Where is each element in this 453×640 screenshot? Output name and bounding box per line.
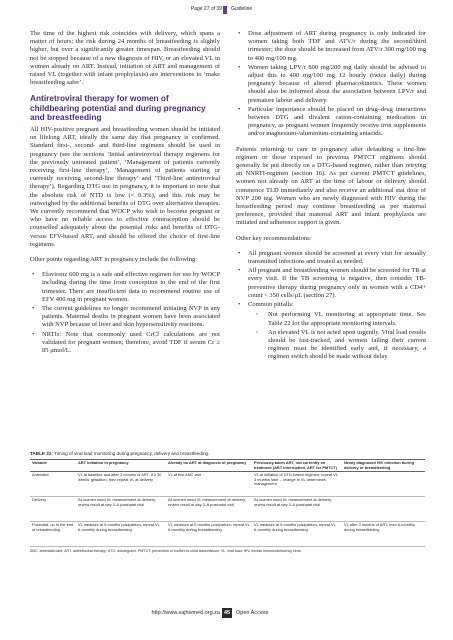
table-caption: [30, 451, 425, 457]
art-points-list: [30, 271, 220, 355]
list-item: • Particular importance should be placed on drug–drug interactions between DTG and divalent cation-containing medication in pregnancy, as pregnant women frequently receive iron supplements and/or magnesium-/aluminium-containing antacids.: [248, 106, 426, 139]
table-cell: VL at initiation of DTG-based regimen; repeat VL 3 months later – change in VL determines management: [252, 472, 342, 497]
recommendations-list: [236, 250, 426, 362]
table-cell: [342, 472, 425, 497]
table-row: [30, 497, 425, 522]
dosing-list: [236, 30, 426, 139]
table-cell: All women need VL measurement at delivery; review result at day 3–6 postnatal visit: [76, 497, 166, 522]
column-header: Newly diagnosed HIV infection during delivery or breastfeeding: [342, 460, 425, 472]
list-item: • Dose adjustment of ART during pregnancy is only indicated for women taking both TDF and ATV/r during the second/third trimester; the dose should be increased from ATV/r 300 mg/100 mg to 400 mg/100 mg.: [248, 30, 426, 63]
pitfalls-label: • Common pitfalls:: [248, 301, 294, 309]
table-cell: VL at baseline and after 3 months of ART. If ≥ 30 weeks’ gestation, then repeat VL at delivery: [76, 472, 166, 497]
table-cell: All women need VL measurement at delivery; review result at day 3–6 postnatal visit: [252, 497, 342, 522]
list-item: • Efavirenz 600 mg is a safe and effective regimen for use by WOCP including during the time from conception to the end of the first trimester. There are insufficient data to recommend routine use of EFV 400 mg in pregnant women.: [42, 271, 220, 304]
table-cell: Delivery: [30, 497, 76, 522]
other-points-intro: Other points regarding ART in pregnancy include the following:: [30, 255, 198, 263]
table-cell: [342, 497, 425, 522]
table-caption-text: Timing of viral load monitoring during pregnancy, delivery and breastfeeding.: [54, 451, 210, 456]
list-item: ◦ Not performing VL monitoring at appropriate time. See Table 22 for the appropriate monitoring intervals.: [268, 311, 426, 327]
table-cell: VL at first ANC visit: [166, 472, 252, 497]
vl-monitoring-table: [30, 459, 425, 547]
list-item: ◦ An elevated VL is not acted upon urgently. Viral load results should be fast-tracked, and women failing their current regimen must be identified early and, if necessary, a regimen switch should be made without delay.: [268, 329, 426, 362]
intro-paragraph: The time of the highest risk coincides with delivery, which spans a matter of hours; the risk during 24 months of breastfeeding is slightly higher, but over a significantly greater timespan. Breastfeeding should not be stopped because of a new diagnosis of HIV, or an elevated VL in women already on ART. Instead, initiation of ART and management of raised VL (together with infant prophylaxis) are interventions to ‘make breastfeeding safer’.: [30, 30, 220, 87]
list-item: • The current guidelines no longer recommend initiating NVP in any patients. Maternal deaths in pregnant women have been associated with NVP because of liver and skin hypersensitivity reactions.: [42, 305, 220, 330]
table-footnote: ANC, antenatal care; ART, antiretroviral therapy; DTG, dolutegravir; PMTCT, prevention of mother-to-child transmission; VL, viral load; HIV, human immunodeficiency virus.: [30, 549, 302, 554]
list-item: • Women taking LPV/r 800 mg/200 mg daily should be advised to adjust this to 400 mg/100 mg 12 hourly (twice daily) during pregnancy because of altered pharmacokinetics. These women should also be informed about the association between LPV/r and premature labour and delivery.: [248, 64, 426, 105]
header-divider: [223, 6, 227, 14]
table-22: [30, 451, 425, 554]
table-cell: Antenatal: [30, 472, 76, 497]
list-item: • NRTIs: Note that commonly used CrCl calculations are not validated for pregnant women; therefore, avoid TDF if serum Cr ≥ 85 µmol/L.: [42, 331, 220, 356]
list-item: • All pregnant women should be screened at every visit for sexually transmitted infections and treated as needed.: [248, 250, 426, 266]
table-caption-label: TABLE 22:: [30, 451, 53, 456]
column-header: Variable: [30, 460, 76, 472]
table-cell: VL measure at 6 months postpartum; repeat VL 6-monthly during breastfeeding: [166, 522, 252, 547]
page-number: 45: [223, 610, 231, 616]
list-item: [248, 301, 426, 361]
column-header: Already on ART at diagnosis of pregnancy: [166, 460, 252, 472]
table-row: [30, 472, 425, 497]
page-footer: [0, 607, 453, 621]
table-row: [30, 522, 425, 547]
table-cell: VL measure at 6 months postpartum; repeat VL 6-monthly during breastfeeding: [252, 522, 342, 547]
left-column: [30, 30, 220, 362]
journal-url-link[interactable]: http://www.sajhivmed.org.za: [151, 610, 220, 616]
table-cell: VL after 3 months of ART, then 6-monthly during breastfeeding: [342, 522, 425, 547]
section-label: Guideline: [231, 6, 253, 12]
open-access-label: Open Access: [236, 610, 269, 616]
art-paragraph: All HIV-positive pregnant and breastfeeding women should be initiated on lifelong ART, ideally the same day that pregnancy is confirmed. Standard first-, second- and third-line regimens should be used in pregnancy (see the sections ‘Initial antiretroviral therapy regimens for the previously untreated patient’, ‘Management of patients currently receiving first-line therapy’, ‘Management of patients starting or currently receiving second-line therapy’ and ‘Third-line antiretroviral therapy’). Regarding DTG use in pregnancy, it is important to note that the absolute risk of NTD is low (< 0.3%), and this risk may be outweighed by the additional benefits of DTG over alternative therapies. We currently recommend that WOCP who wish to become pregnant or who have no reliable access to effective contraception should be counselled adequately about the potential risks and benefits of DTG- versus EFV-based ART, and should be offered the choice of first-line regimens.: [30, 125, 220, 248]
table-cell: Postnatal, up to the end of breastfeeding: [30, 522, 76, 547]
pitfalls-list: [248, 311, 426, 361]
column-header: ART initiation in pregnancy: [76, 460, 166, 472]
table-cell: All women need VL measurement at delivery; review result at day 3–6 postnatal visit: [166, 497, 252, 522]
page-header: [0, 4, 453, 16]
returning-patients-paragraph: Patients returning to care in pregnancy after defaulting a first-line regimen or those exposed to previous PMTCT regimens should generally be put directly on a DTG-based regimen, rather than retrying an NNRTI-regimen (section 16). As per current PMTCT guidelines, women not already on ART at the time of labour or delivery should commence TLD immediately and also receive an additional stat dose of NVP 200 mg. Women who are newly diagnosed with HIV during the breastfeeding period may continue breastfeeding as per maternal preference, provided that maternal ART and infant prophylaxis are initiated and adherence support is given.: [236, 145, 426, 227]
key-recommendations-intro: Other key recommendations:: [236, 234, 312, 242]
list-item: • All pregnant and breastfeeding women should be screened for TB at every visit. If the TB screening is negative, then consider TB-preventive therapy during pregnancy only in women with a CD4+ count < 350 cells/µL (section 27).: [248, 267, 426, 300]
right-column: [236, 30, 426, 369]
column-header: Previously taken ART, not currently on treatment (ART interruption, ART for PMTCT): [252, 460, 342, 472]
page-label: Page 27 of 39: [190, 6, 222, 12]
table-cell: VL measure at 6 months postpartum; repeat VL 6-monthly during breastfeeding: [76, 522, 166, 547]
table-header-row: [30, 460, 425, 472]
section-heading: Antiretroviral therapy for women of childbearing potential and during pregnancy and breastfeeding: [30, 93, 206, 123]
